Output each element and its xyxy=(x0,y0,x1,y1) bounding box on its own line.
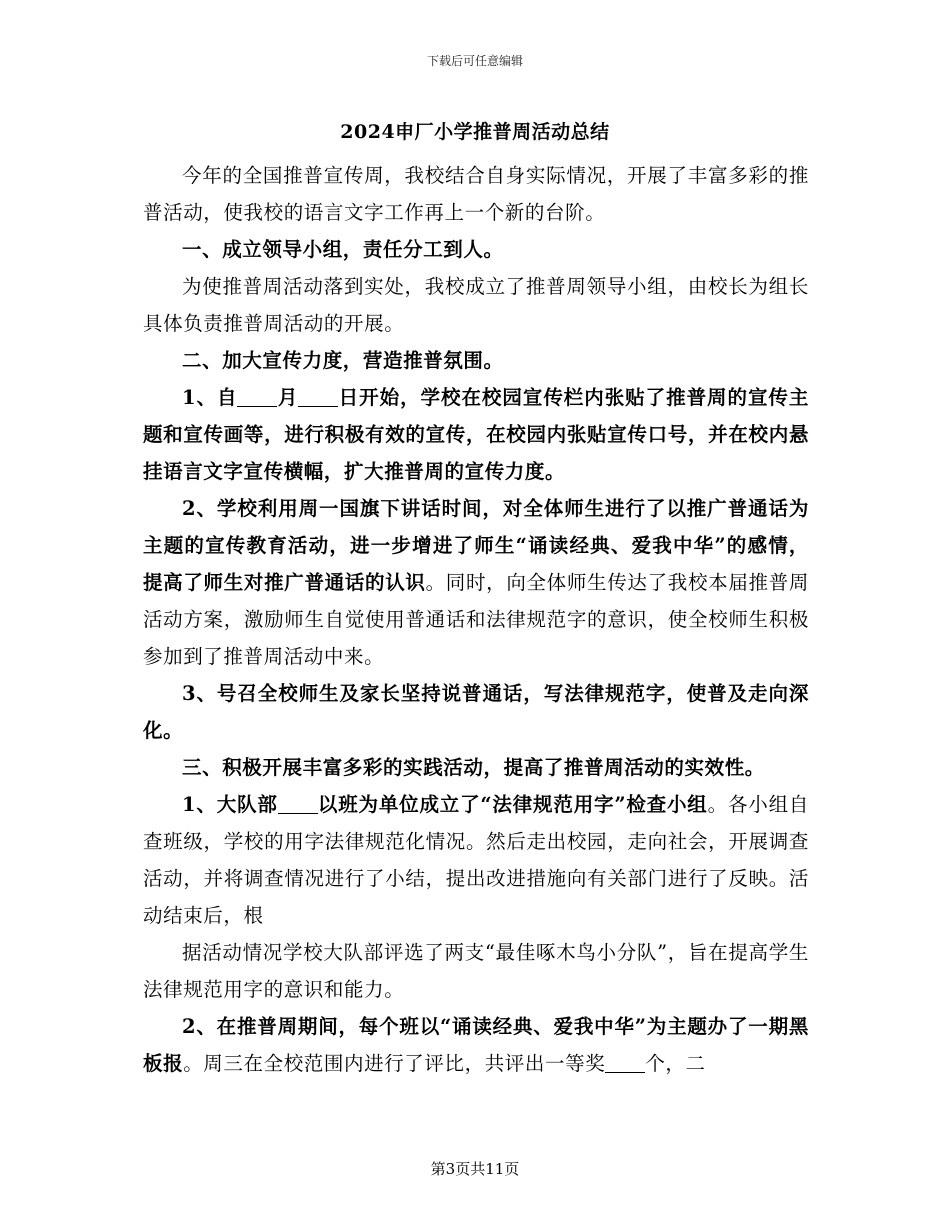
document-body xyxy=(143,157,809,1082)
text-fragment: 日开始，学校在校园宣传栏内张贴了推普周的宣传主题和宣传画等，进行积极有效的宣传，在校园内张贴宣传口号，并在校内悬挂语言文字宣传横幅，扩大推普周的宣传力度。 xyxy=(143,386,809,483)
fill-blank xyxy=(237,386,277,407)
paragraph-publicity-1 xyxy=(143,379,809,490)
paragraph-publicity-2 xyxy=(143,490,809,675)
text-bold: 2、学校利用周一国旗下讲话时间，对全体师生进行了以推广普通话为主题的宣传教育活动，进一步增进了师生“诵读经典、爱我中华”的感情，提高了师生对推广普通话的认识 xyxy=(143,497,809,594)
fill-blank xyxy=(605,1052,645,1073)
text-fragment: 月 xyxy=(277,386,299,409)
paragraph-publicity-3: 3、号召全校师生及家长坚持说普通话，写法律规范字，使普及走向深化。 xyxy=(143,682,809,742)
paragraph-activity-2 xyxy=(143,1008,809,1082)
paragraph-leadership: 为使推普周活动落到实处，我校成立了推普周领导小组，由校长为组长具体负责推普周活动的开展。 xyxy=(143,275,809,335)
paragraph-activity-1-cont: 据活动情况学校大队部评选了两支“最佳啄木鸟小分队”，旨在提高学生法律规范用字的意识和能力。 xyxy=(143,941,809,1001)
page-header: 下载后可任意编辑 xyxy=(426,54,523,68)
text-regular: 。同时，向全体师生传达了我校本届推普周活动方案，激励师生自觉使用普通话和法律规范字的意识，使全校师生积极参加到了推普周活动中来。 xyxy=(143,571,809,668)
text-regular: 。各小组自查班级，学校的用字法律规范化情况。然后走出校园，走向社会，开展调查活动，并将调查情况进行了小结，提出改进措施向有关部门进行了反映。活动结束后，根 xyxy=(143,793,809,927)
text-bold: 2、在推普周期间，每个班以“诵读经典、爱我中华”为主题办了一期黑板报 xyxy=(143,1015,809,1075)
text-regular: 个，二 xyxy=(645,1052,706,1075)
heading-section-2: 二、加大宣传力度，营造推普氛围。 xyxy=(182,349,504,372)
text-regular: 。周三在全校范围内进行了评比，共评出一等奖 xyxy=(183,1052,606,1075)
page-footer: 第3页共11页 xyxy=(430,1160,520,1178)
text-fragment: 1、自 xyxy=(182,386,238,409)
text-bold: 以班为单位成立了“法律规范用字”检查小组 xyxy=(317,793,708,816)
text-bold: 1、大队部 xyxy=(182,793,278,816)
heading-section-3: 三、积极开展丰富多彩的实践活动，提高了推普周活动的实效性。 xyxy=(182,756,765,779)
document-title: 2024申厂小学推普周活动总结 xyxy=(340,121,610,143)
fill-blank xyxy=(298,386,338,407)
fill-blank xyxy=(278,793,318,814)
paragraph-activity-1 xyxy=(143,786,809,934)
paragraph-intro: 今年的全国推普宣传周，我校结合自身实际情况，开展了丰富多彩的推普活动，使我校的语言文字工作再上一个新的台阶。 xyxy=(143,164,809,224)
heading-section-1: 一、成立领导小组，责任分工到人。 xyxy=(182,238,504,261)
